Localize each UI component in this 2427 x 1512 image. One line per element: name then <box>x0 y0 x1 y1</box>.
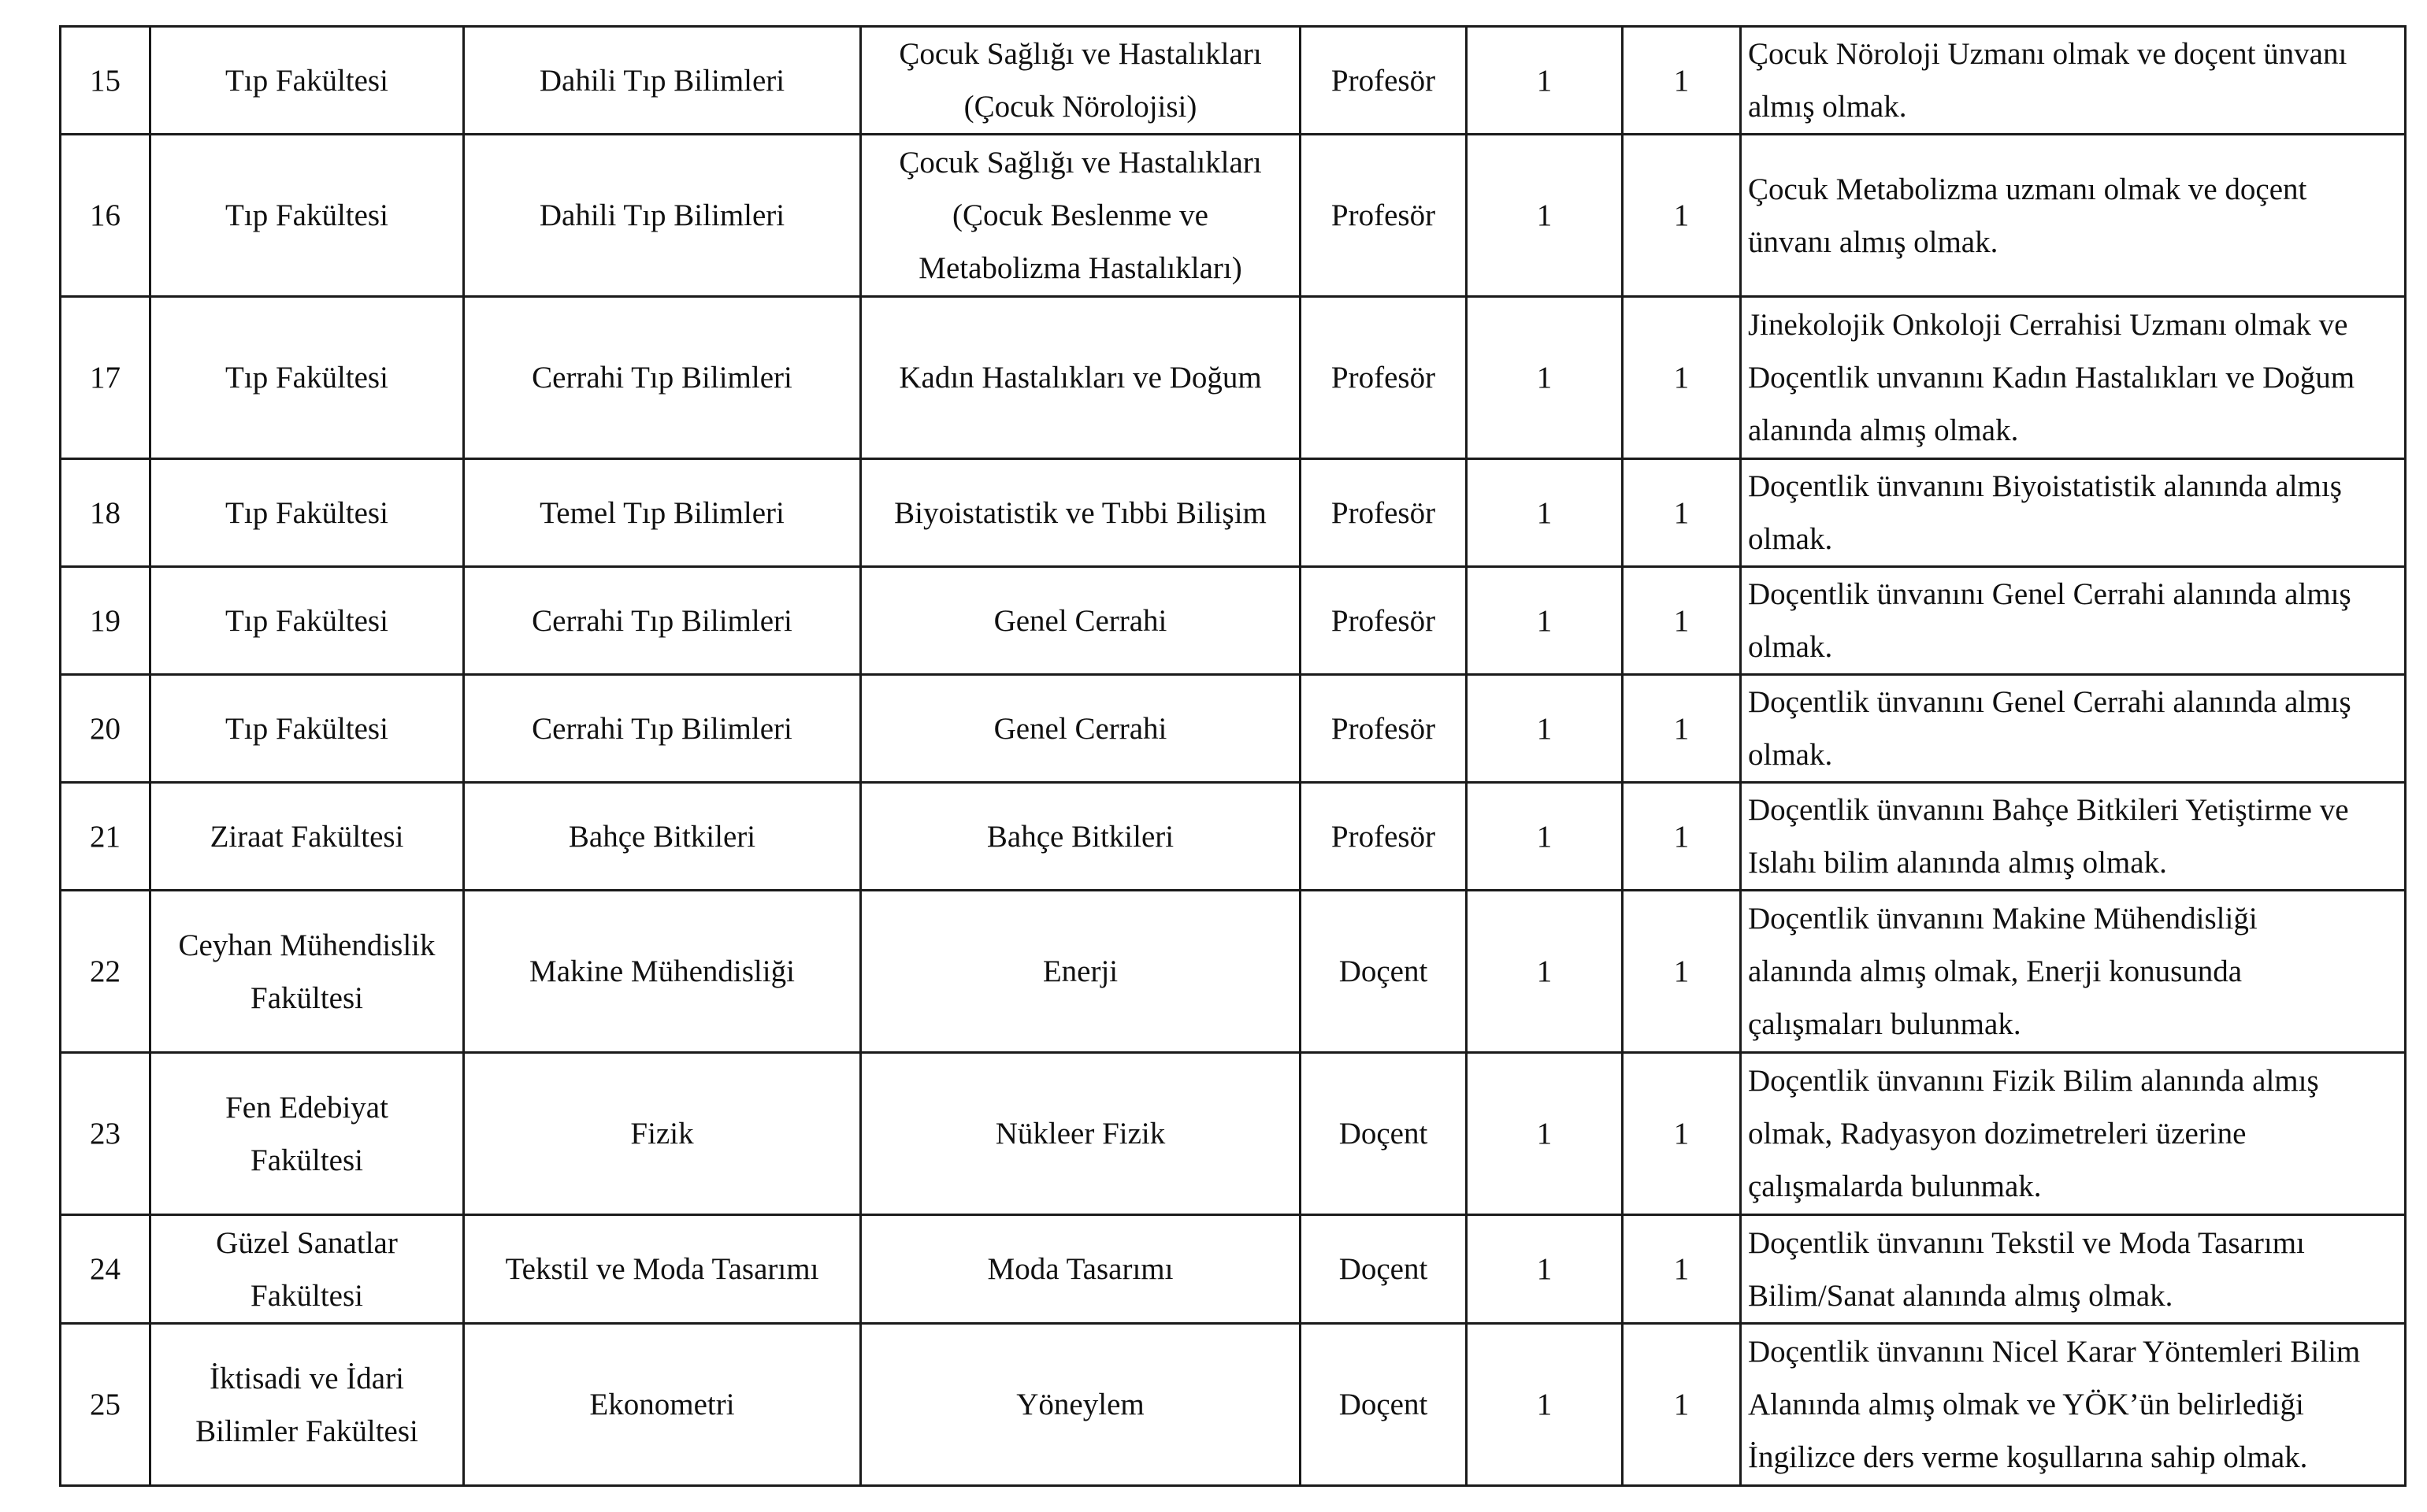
requirement-cell: Doçentlik ünvanını Nicel Karar Yöntemleri Bilim Alanında almış olmak ve YÖK’ün belirlediği İngilizce ders verme koşullarına sahip olmak. <box>1741 1324 2406 1486</box>
title-cell: Doçent <box>1301 1324 1467 1486</box>
table-row <box>61 297 2406 459</box>
requirement-cell: Jinekolojik Onkoloji Cerrahisi Uzmanı olmak ve Doçentlik unvanını Kadın Hastalıkları ve Doğum alanında almış olmak. <box>1741 297 2406 459</box>
field-cell: Yöneylem <box>861 1324 1301 1486</box>
row-number: 20 <box>61 675 150 783</box>
degree-cell: 1 <box>1467 783 1623 891</box>
title-cell: Doçent <box>1301 1053 1467 1215</box>
faculty-cell: Güzel Sanatlar Fakültesi <box>150 1215 464 1324</box>
degree-cell: 1 <box>1467 135 1623 297</box>
degree-cell: 1 <box>1467 675 1623 783</box>
faculty-cell: Ziraat Fakültesi <box>150 783 464 891</box>
row-number: 19 <box>61 567 150 675</box>
field-cell: Çocuk Sağlığı ve Hastalıkları (Çocuk Beslenme ve Metabolizma Hastalıkları) <box>861 135 1301 297</box>
count-cell: 1 <box>1623 1324 1741 1486</box>
row-number: 21 <box>61 783 150 891</box>
row-number: 25 <box>61 1324 150 1486</box>
faculty-cell: Ceyhan Mühendislik Fakültesi <box>150 891 464 1053</box>
title-cell: Profesör <box>1301 567 1467 675</box>
table-row <box>61 27 2406 135</box>
degree-cell: 1 <box>1467 27 1623 135</box>
department-cell: Dahili Tıp Bilimleri <box>464 27 861 135</box>
degree-cell: 1 <box>1467 891 1623 1053</box>
field-cell: Bahçe Bitkileri <box>861 783 1301 891</box>
requirement-cell: Çocuk Nöroloji Uzmanı olmak ve doçent ünvanı almış olmak. <box>1741 27 2406 135</box>
count-cell: 1 <box>1623 459 1741 567</box>
field-cell: Moda Tasarımı <box>861 1215 1301 1324</box>
requirement-cell: Doçentlik ünvanını Bahçe Bitkileri Yetiştirme ve Islahı bilim alanında almış olmak. <box>1741 783 2406 891</box>
field-cell: Nükleer Fizik <box>861 1053 1301 1215</box>
field-cell: Çocuk Sağlığı ve Hastalıkları (Çocuk Nörolojisi) <box>861 27 1301 135</box>
title-cell: Profesör <box>1301 135 1467 297</box>
row-number: 24 <box>61 1215 150 1324</box>
title-cell: Profesör <box>1301 459 1467 567</box>
field-cell: Kadın Hastalıkları ve Doğum <box>861 297 1301 459</box>
requirement-cell: Doçentlik ünvanını Genel Cerrahi alanında almış olmak. <box>1741 675 2406 783</box>
requirement-cell: Doçentlik ünvanını Genel Cerrahi alanında almış olmak. <box>1741 567 2406 675</box>
department-cell: Tekstil ve Moda Tasarımı <box>464 1215 861 1324</box>
department-cell: Makine Mühendisliği <box>464 891 861 1053</box>
requirement-cell: Doçentlik ünvanını Fizik Bilim alanında almış olmak, Radyasyon dozimetreleri üzerine çalışmalarda bulunmak. <box>1741 1053 2406 1215</box>
count-cell: 1 <box>1623 783 1741 891</box>
row-number: 23 <box>61 1053 150 1215</box>
row-number: 15 <box>61 27 150 135</box>
table-row <box>61 1053 2406 1215</box>
requirement-cell: Doçentlik ünvanını Tekstil ve Moda Tasarımı Bilim/Sanat alanında almış olmak. <box>1741 1215 2406 1324</box>
table-row <box>61 1324 2406 1486</box>
table-body <box>61 27 2406 1486</box>
degree-cell: 1 <box>1467 1324 1623 1486</box>
title-cell: Profesör <box>1301 297 1467 459</box>
faculty-cell: Tıp Fakültesi <box>150 297 464 459</box>
title-cell: Profesör <box>1301 675 1467 783</box>
table-row <box>61 567 2406 675</box>
academic-positions-table <box>59 25 2407 1487</box>
table-row <box>61 783 2406 891</box>
department-cell: Temel Tıp Bilimleri <box>464 459 861 567</box>
faculty-cell: Tıp Fakültesi <box>150 135 464 297</box>
faculty-cell: İktisadi ve İdari Bilimler Fakültesi <box>150 1324 464 1486</box>
count-cell: 1 <box>1623 1053 1741 1215</box>
degree-cell: 1 <box>1467 459 1623 567</box>
requirement-cell: Çocuk Metabolizma uzmanı olmak ve doçent ünvanı almış olmak. <box>1741 135 2406 297</box>
count-cell: 1 <box>1623 297 1741 459</box>
title-cell: Profesör <box>1301 783 1467 891</box>
department-cell: Bahçe Bitkileri <box>464 783 861 891</box>
degree-cell: 1 <box>1467 567 1623 675</box>
table-row <box>61 1215 2406 1324</box>
faculty-cell: Tıp Fakültesi <box>150 27 464 135</box>
row-number: 22 <box>61 891 150 1053</box>
faculty-cell: Fen Edebiyat Fakültesi <box>150 1053 464 1215</box>
faculty-cell: Tıp Fakültesi <box>150 675 464 783</box>
requirement-cell: Doçentlik ünvanını Makine Mühendisliği alanında almış olmak, Enerji konusunda çalışmaları bulunmak. <box>1741 891 2406 1053</box>
department-cell: Dahili Tıp Bilimleri <box>464 135 861 297</box>
field-cell: Biyoistatistik ve Tıbbi Bilişim <box>861 459 1301 567</box>
faculty-cell: Tıp Fakültesi <box>150 567 464 675</box>
count-cell: 1 <box>1623 1215 1741 1324</box>
degree-cell: 1 <box>1467 1215 1623 1324</box>
title-cell: Doçent <box>1301 1215 1467 1324</box>
row-number: 16 <box>61 135 150 297</box>
table-row <box>61 459 2406 567</box>
department-cell: Cerrahi Tıp Bilimleri <box>464 567 861 675</box>
count-cell: 1 <box>1623 675 1741 783</box>
title-cell: Profesör <box>1301 27 1467 135</box>
count-cell: 1 <box>1623 27 1741 135</box>
field-cell: Genel Cerrahi <box>861 675 1301 783</box>
degree-cell: 1 <box>1467 297 1623 459</box>
department-cell: Cerrahi Tıp Bilimleri <box>464 297 861 459</box>
count-cell: 1 <box>1623 567 1741 675</box>
degree-cell: 1 <box>1467 1053 1623 1215</box>
table-row <box>61 675 2406 783</box>
row-number: 18 <box>61 459 150 567</box>
table-row <box>61 891 2406 1053</box>
title-cell: Doçent <box>1301 891 1467 1053</box>
count-cell: 1 <box>1623 135 1741 297</box>
department-cell: Fizik <box>464 1053 861 1215</box>
faculty-cell: Tıp Fakültesi <box>150 459 464 567</box>
field-cell: Enerji <box>861 891 1301 1053</box>
department-cell: Ekonometri <box>464 1324 861 1486</box>
department-cell: Cerrahi Tıp Bilimleri <box>464 675 861 783</box>
row-number: 17 <box>61 297 150 459</box>
count-cell: 1 <box>1623 891 1741 1053</box>
table-row <box>61 135 2406 297</box>
requirement-cell: Doçentlik ünvanını Biyoistatistik alanında almış olmak. <box>1741 459 2406 567</box>
field-cell: Genel Cerrahi <box>861 567 1301 675</box>
